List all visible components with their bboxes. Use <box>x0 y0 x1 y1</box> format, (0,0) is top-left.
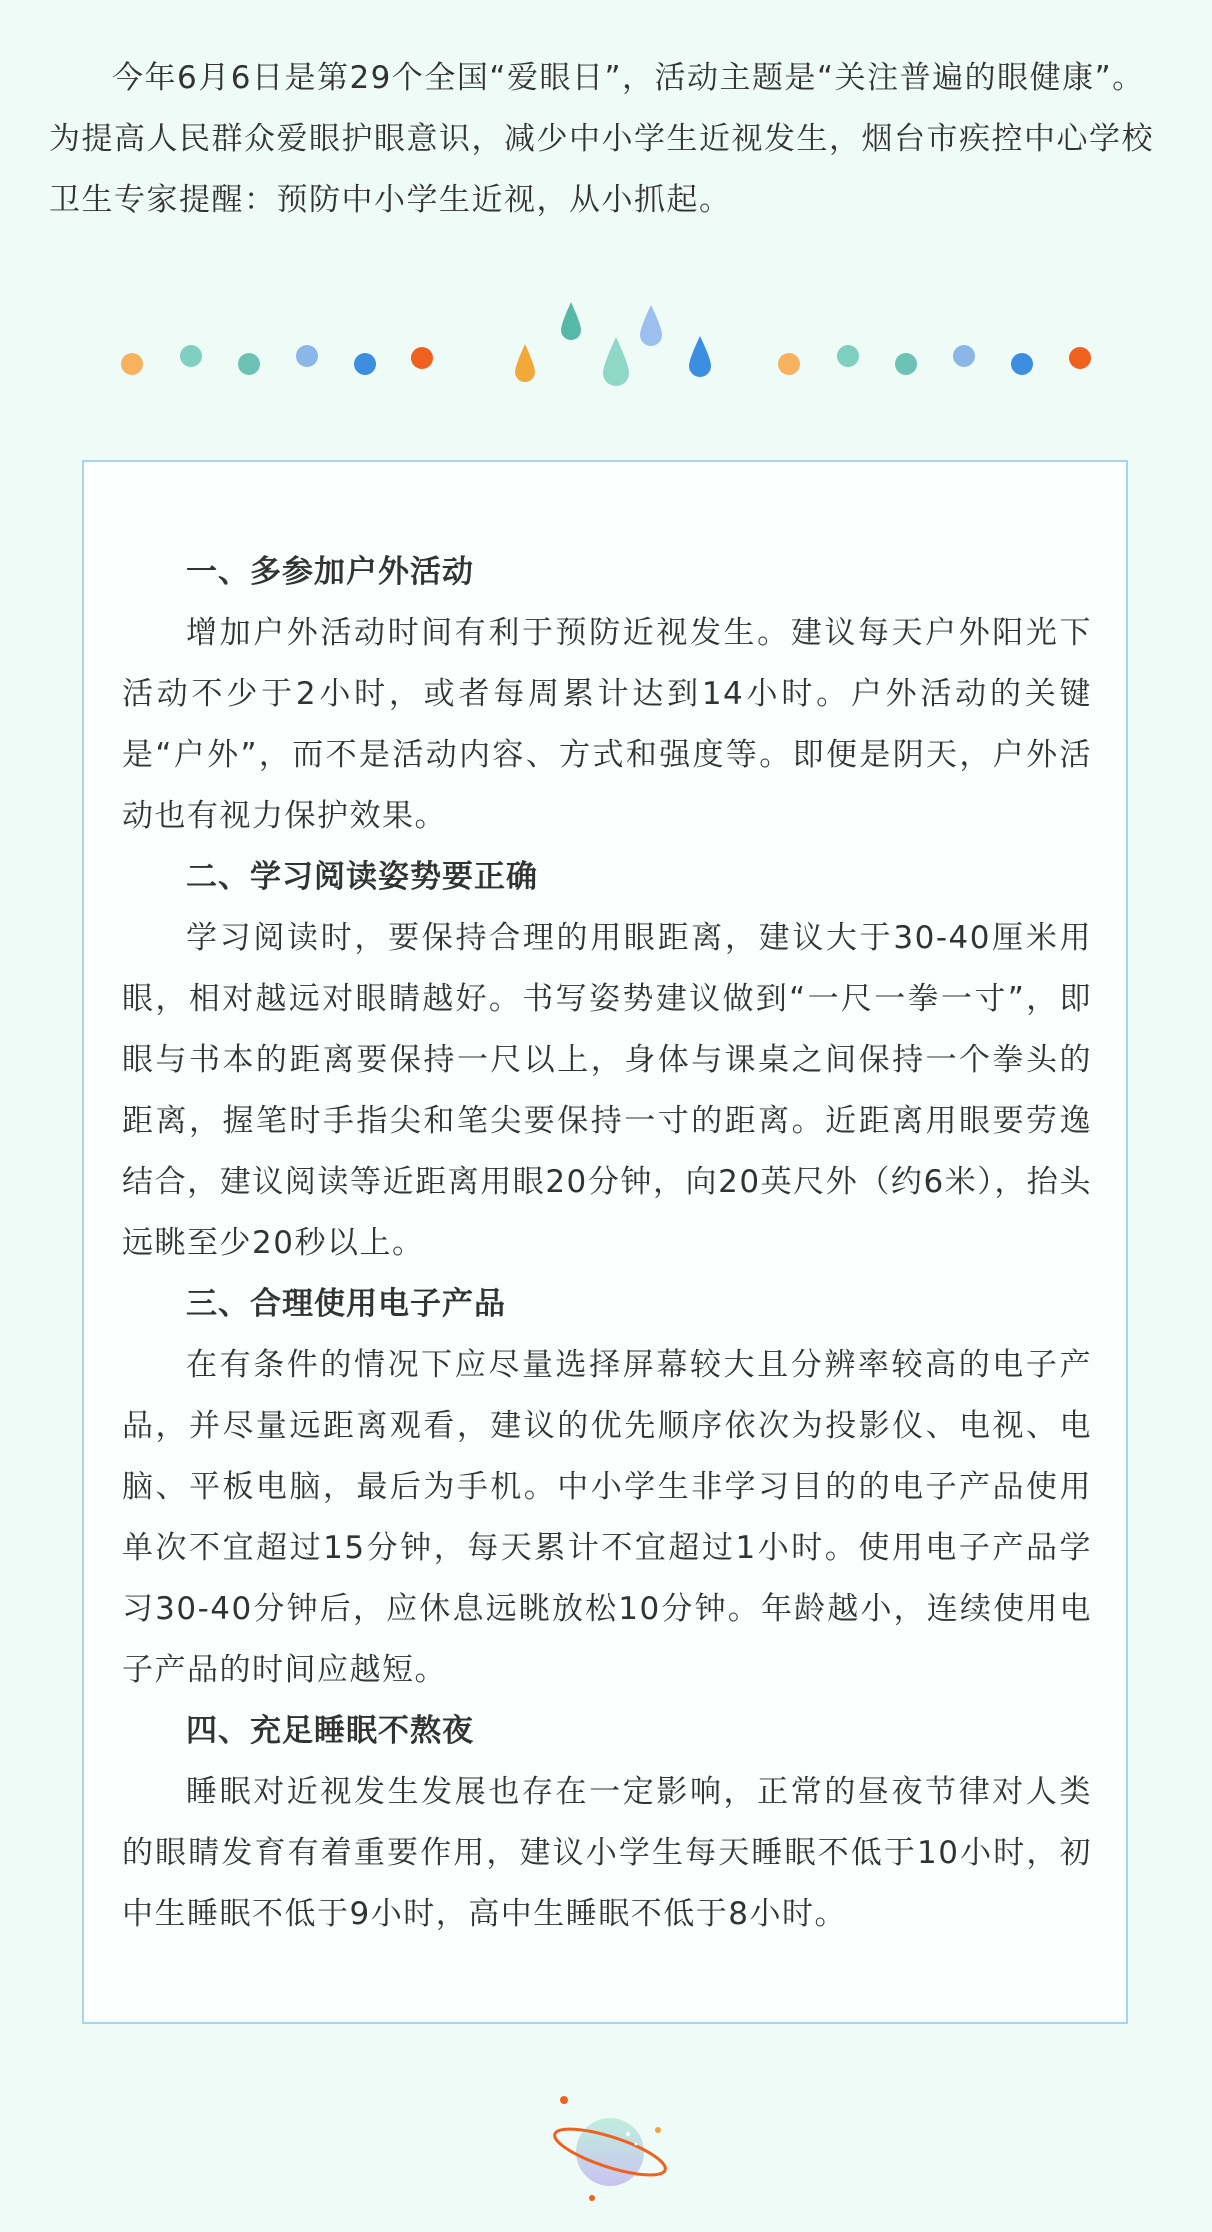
dot-blue-1 <box>354 353 376 375</box>
section-body-posture: 学习阅读时，要保持合理的用眼距离，建议大于30-40厘米用眼，相对越远对眼睛越好。书写姿势建议做到“一尺一拳一寸”，即眼与书本的距离要保持一尺以上，身体与课桌之间保持一个拳头的距离，握笔时手指尖和笔尖要保持一寸的距离。近距离用眼要劳逸结合，建议阅读等近距离用眼20分钟，向20英尺外（约6米），抬头远眺至少20秒以上。 <box>122 920 1092 1261</box>
planet-icon <box>540 2090 680 2210</box>
drop-lightblue <box>640 305 662 346</box>
dot-redorange-2 <box>1069 347 1091 369</box>
dot-teal-1 <box>180 345 202 367</box>
section-body-outdoor: 增加户外活动时间有利于预防近视发生。建议每天户外阳光下活动不少于2小时，或者每周累计达到14小时。户外活动的关键是“户外”，而不是活动内容、方式和强度等。即便是阴天，户外活动也有视力保护效果。 <box>122 615 1092 834</box>
dot-orange-2 <box>778 353 800 375</box>
section-title-electronics: 三、合理使用电子产品 <box>186 1286 506 1322</box>
drop-teal-small <box>561 302 581 340</box>
drop-blue <box>689 336 711 377</box>
section-title-sleep: 四、充足睡眠不熬夜 <box>186 1713 474 1749</box>
tips-card <box>82 460 1128 2024</box>
decorative-dots-and-drops <box>0 280 1212 410</box>
tips-card-body <box>122 542 1092 1945</box>
dot-blue-2 <box>1011 353 1033 375</box>
section-body-sleep: 睡眠对近视发生发展也存在一定影响，正常的昼夜节律对人类的眼睛发育有着重要作用，建议小学生每天睡眠不低于10小时，初中生睡眠不低于9小时，高中生睡眠不低于8小时。 <box>122 1774 1092 1932</box>
section-title-outdoor: 一、多参加户外活动 <box>186 554 474 590</box>
drop-orange <box>515 344 535 382</box>
dot-redorange-1 <box>411 347 433 369</box>
dot-teal-2 <box>238 353 260 375</box>
dot-orange-1 <box>121 353 143 375</box>
dot-lightblue-1 <box>296 345 318 367</box>
dot-teal-3 <box>837 345 859 367</box>
section-body-electronics: 在有条件的情况下应尽量选择屏幕较大且分辨率较高的电子产品，并尽量远距离观看，建议的优先顺序依次为投影仪、电视、电脑、平板电脑，最后为手机。中小学生非学习目的的电子产品使用单次不宜超过15分钟，每天累计不宜超过1小时。使用电子产品学习30-40分钟后，应休息远眺放松10分钟。年龄越小，连续使用电子产品的时间应越短。 <box>122 1347 1092 1688</box>
drop-teal-large <box>603 337 629 386</box>
dot-lightblue-2 <box>953 345 975 367</box>
intro-paragraph: 今年6月6日是第29个全国“爱眼日”，活动主题是“关注普遍的眼健康”。为提高人民群众爱眼护眼意识，减少中小学生近视发生，烟台市疾控中心学校卫生专家提醒：预防中小学生近视，从小抓起。 <box>49 60 1154 218</box>
dot-teal-4 <box>895 353 917 375</box>
section-title-posture: 二、学习阅读姿势要正确 <box>186 859 538 895</box>
